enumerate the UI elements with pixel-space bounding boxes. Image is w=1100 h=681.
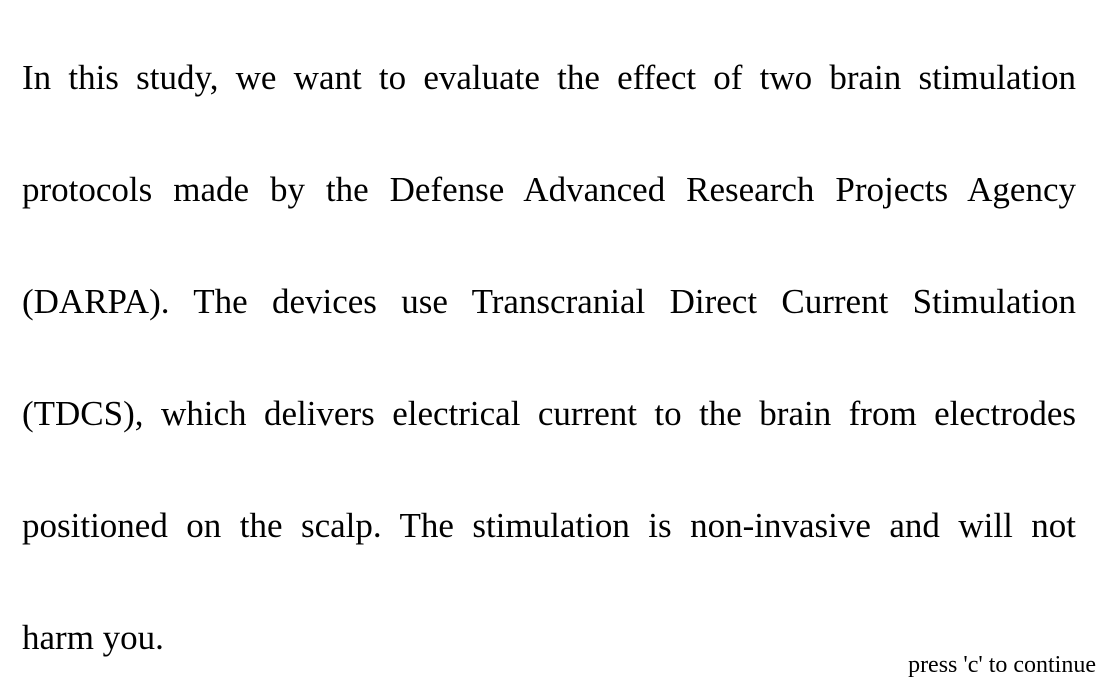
instruction-line: In this study, we want to evaluate the effect of two brain stimulation	[22, 58, 1076, 97]
instruction-line: protocols made by the Defense Advanced Research Projects Agency	[22, 170, 1076, 209]
instruction-line: (TDCS), which delivers electrical current to the brain from electrodes	[22, 394, 1076, 433]
instruction-line: (DARPA). The devices use Transcranial Direct Current Stimulation	[22, 282, 1076, 321]
continue-prompt: press 'c' to continue	[908, 652, 1096, 678]
instruction-line: positioned on the scalp. The stimulation is non-invasive and will not	[22, 506, 1076, 545]
instruction-line: harm you.	[22, 618, 164, 657]
